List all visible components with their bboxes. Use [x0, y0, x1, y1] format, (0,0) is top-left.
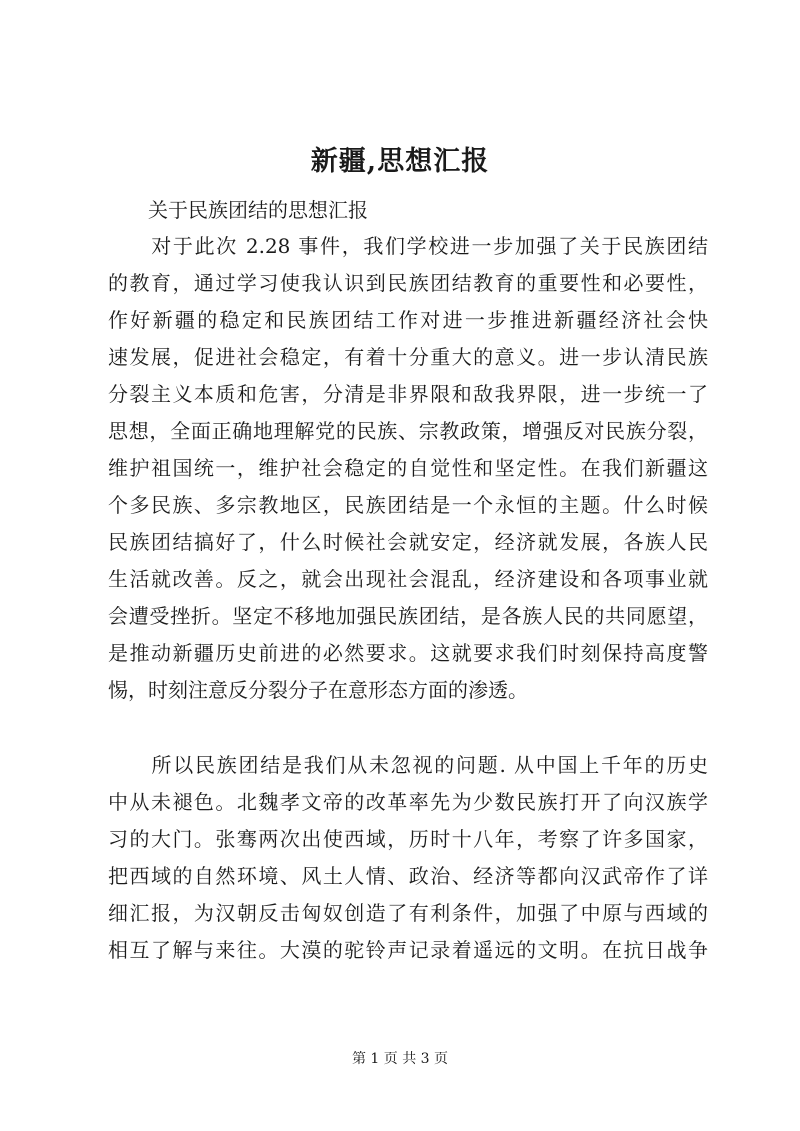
paragraph-line: 是推动新疆历史前进的必然要求。这就要求我们时刻保持高度警 [108, 641, 708, 665]
paragraph-line: 的教育，通过学习使我认识到民族团结教育的重要性和必要性， [108, 271, 708, 295]
paragraph-line: 维护祖国统一，维护社会稳定的自觉性和坚定性。在我们新疆这 [108, 456, 708, 480]
paragraph-line: 对于此次 2.28 事件，我们学校进一步加强了关于民族团结 [108, 234, 708, 258]
paragraph-line: 惕，时刻注意反分裂分子在意形态方面的渗透。 [108, 678, 528, 702]
paragraph-line: 思想，全面正确地理解党的民族、宗教政策，增强反对民族分裂， [108, 419, 708, 443]
paragraph-line: 中从未褪色。北魏孝文帝的改革率先为少数民族打开了向汉族学 [108, 790, 708, 814]
paragraph-line: 细汇报，为汉朝反击匈奴创造了有利条件，加强了中原与西域的 [108, 901, 708, 925]
paragraph-line: 相互了解与来往。大漠的驼铃声记录着遥远的文明。在抗日战争 [108, 938, 708, 962]
paragraph-line: 习的大门。张骞两次出使西域，历时十八年，考察了许多国家， [108, 827, 708, 851]
paragraph-line: 会遭受挫折。坚定不移地加强民族团结，是各族人民的共同愿望， [108, 604, 708, 628]
paragraph-line: 民族团结搞好了，什么时候社会就安定，经济就发展，各族人民 [108, 530, 708, 554]
paragraph-line: 把西域的自然环境、风土人情、政治、经济等都向汉武帝作了详 [108, 864, 708, 888]
paragraph-2 [108, 747, 708, 969]
paragraph-line: 所以民族团结是我们从未忽视的问题. 从中国上千年的历史 [108, 753, 708, 777]
page-footer: 第 1 页 共 3 页 [351, 1051, 449, 1067]
paragraph-line: 个多民族、多宗教地区，民族团结是一个永恒的主题。什么时候 [108, 493, 708, 517]
paragraph-line: 速发展，促进社会稳定，有着十分重大的意义。进一步认清民族 [108, 345, 708, 369]
document-title: 新疆,思想汇报 [310, 146, 490, 177]
paragraph-line: 生活就改善。反之，就会出现社会混乱，经济建设和各项事业就 [108, 567, 708, 591]
paragraph-line: 作好新疆的稳定和民族团结工作对进一步推进新疆经济社会快 [108, 308, 708, 332]
paragraph-1 [108, 228, 708, 709]
paragraph-line: 分裂主义本质和危害，分清是非界限和敌我界限，进一步统一了 [108, 382, 708, 406]
document-subtitle: 关于民族团结的思想汇报 [148, 198, 368, 222]
